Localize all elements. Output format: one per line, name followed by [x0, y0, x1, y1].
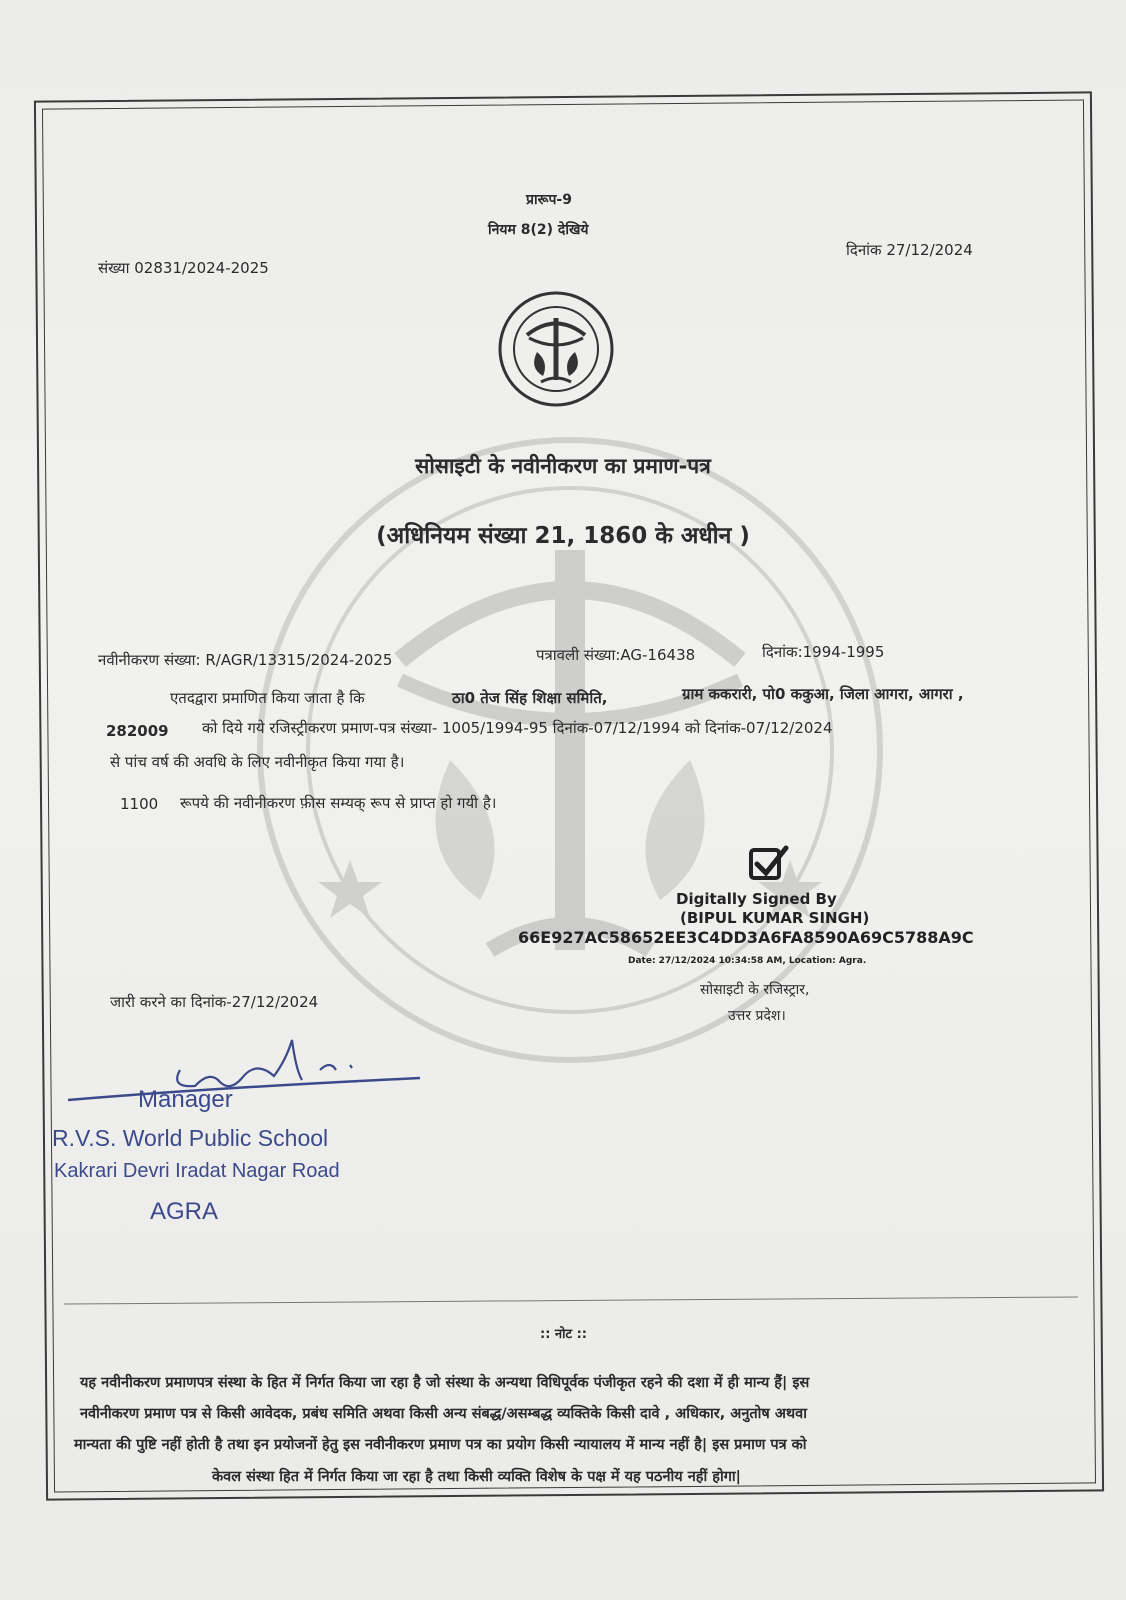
handwritten-signature [60, 1030, 430, 1110]
society-address: ग्राम ककरारी, पो0 ककुआ, जिला आगरा, आगरा , [682, 685, 964, 703]
signature-hash: 66E927AC58652EE3C4DD3A6FA8590A69C5788A9C [518, 928, 974, 947]
registrar-state: उत्तर प्रदेश। [728, 1008, 786, 1024]
checkbox-checked-icon [748, 844, 790, 884]
pincode: 282009 [106, 722, 169, 740]
note-line-1: यह नवीनीकरण प्रमाणपत्र संस्था के हित में निर्गत किया जा रहा है जो संस्था के अन्यथा विधिपूर्वक पंजीकृत रहने की दशा में ही मान्य हैं| इस [80, 1375, 810, 1391]
signatory-name: (BIPUL KUMAR SINGH) [680, 909, 870, 927]
fee-amount: 1100 [120, 795, 159, 813]
up-government-seal-icon [497, 290, 615, 408]
society-name: ठा0 तेज सिंह शिक्षा समिति, [452, 689, 608, 707]
file-number: पत्रावली संख्या:AG-16438 [536, 646, 696, 664]
renewal-number: नवीनीकरण संख्या: R/AGR/13315/2024-2025 [98, 651, 393, 669]
certificate-date: दिनांक 27/12/2024 [846, 241, 973, 259]
registration-details: को दिये गये रजिस्ट्रीकरण प्रमाण-पत्र संख्या- 1005/1994-95 दिनांक-07/12/1994 को दिनांक-07/12/2024 [202, 719, 833, 737]
note-line-3: मान्यता की पुष्टि नहीं होती है तथा इन प्रयोजनों हेतु इस नवीनीकरण प्रमाण पत्र का प्रयोग किसी न्यायालय में मान्य नहीं है| इस प्रमाण पत्र को [74, 1437, 807, 1453]
note-line-2: नवीनीकरण प्रमाण पत्र से किसी आवेदक, प्रबंध समिति अथवा किसी अन्य संबद्ध/असम्बद्ध व्यक्तिके किसी दावे , अधिकार, अनुतोष अथवा [80, 1406, 807, 1422]
act-reference: (अधिनियम संख्या 21, 1860 के अधीन ) [376, 523, 750, 549]
school-address: Kakrari Devri Iradat Nagar Road [54, 1160, 340, 1182]
signature-timestamp: Date: 27/12/2024 10:34:58 AM, Location: Agra. [628, 956, 867, 966]
school-city: AGRA [150, 1198, 219, 1225]
form-number: प्रारूप-9 [526, 192, 572, 208]
note-line-4: केवल संस्था हित में निर्गत किया जा रहा है तथा किसी व्यक्ति विशेष के पक्ष में यह पठनीय नहीं होगा| [212, 1469, 741, 1485]
serial-number: संख्या 02831/2024-2025 [98, 259, 269, 277]
certificate-title: सोसाइटी के नवीनीकरण का प्रमाण-पत्र [415, 454, 711, 478]
rule-reference: नियम 8(2) देखिये [488, 222, 589, 238]
note-heading: :: नोट :: [540, 1327, 587, 1342]
validity-period: से पांच वर्ष की अवधि के लिए नवीनीकृत किया गया है। [110, 753, 405, 771]
issue-date: जारी करने का दिनांक-27/12/2024 [110, 993, 319, 1011]
school-name: R.V.S. World Public School [52, 1125, 329, 1151]
file-date: दिनांक:1994-1995 [762, 643, 885, 661]
registrar-title: सोसाइटी के रजिस्ट्रार, [700, 982, 810, 998]
manager-designation: Manager [138, 1086, 233, 1113]
fee-statement: रूपये की नवीनीकरण फ़ीस सम्यक् रूप से प्राप्त हो गयी है। [180, 794, 497, 812]
certification-intro: एतदद्वारा प्रमाणित किया जाता है कि [170, 689, 365, 707]
digital-signature-label: Digitally Signed By [676, 890, 837, 908]
